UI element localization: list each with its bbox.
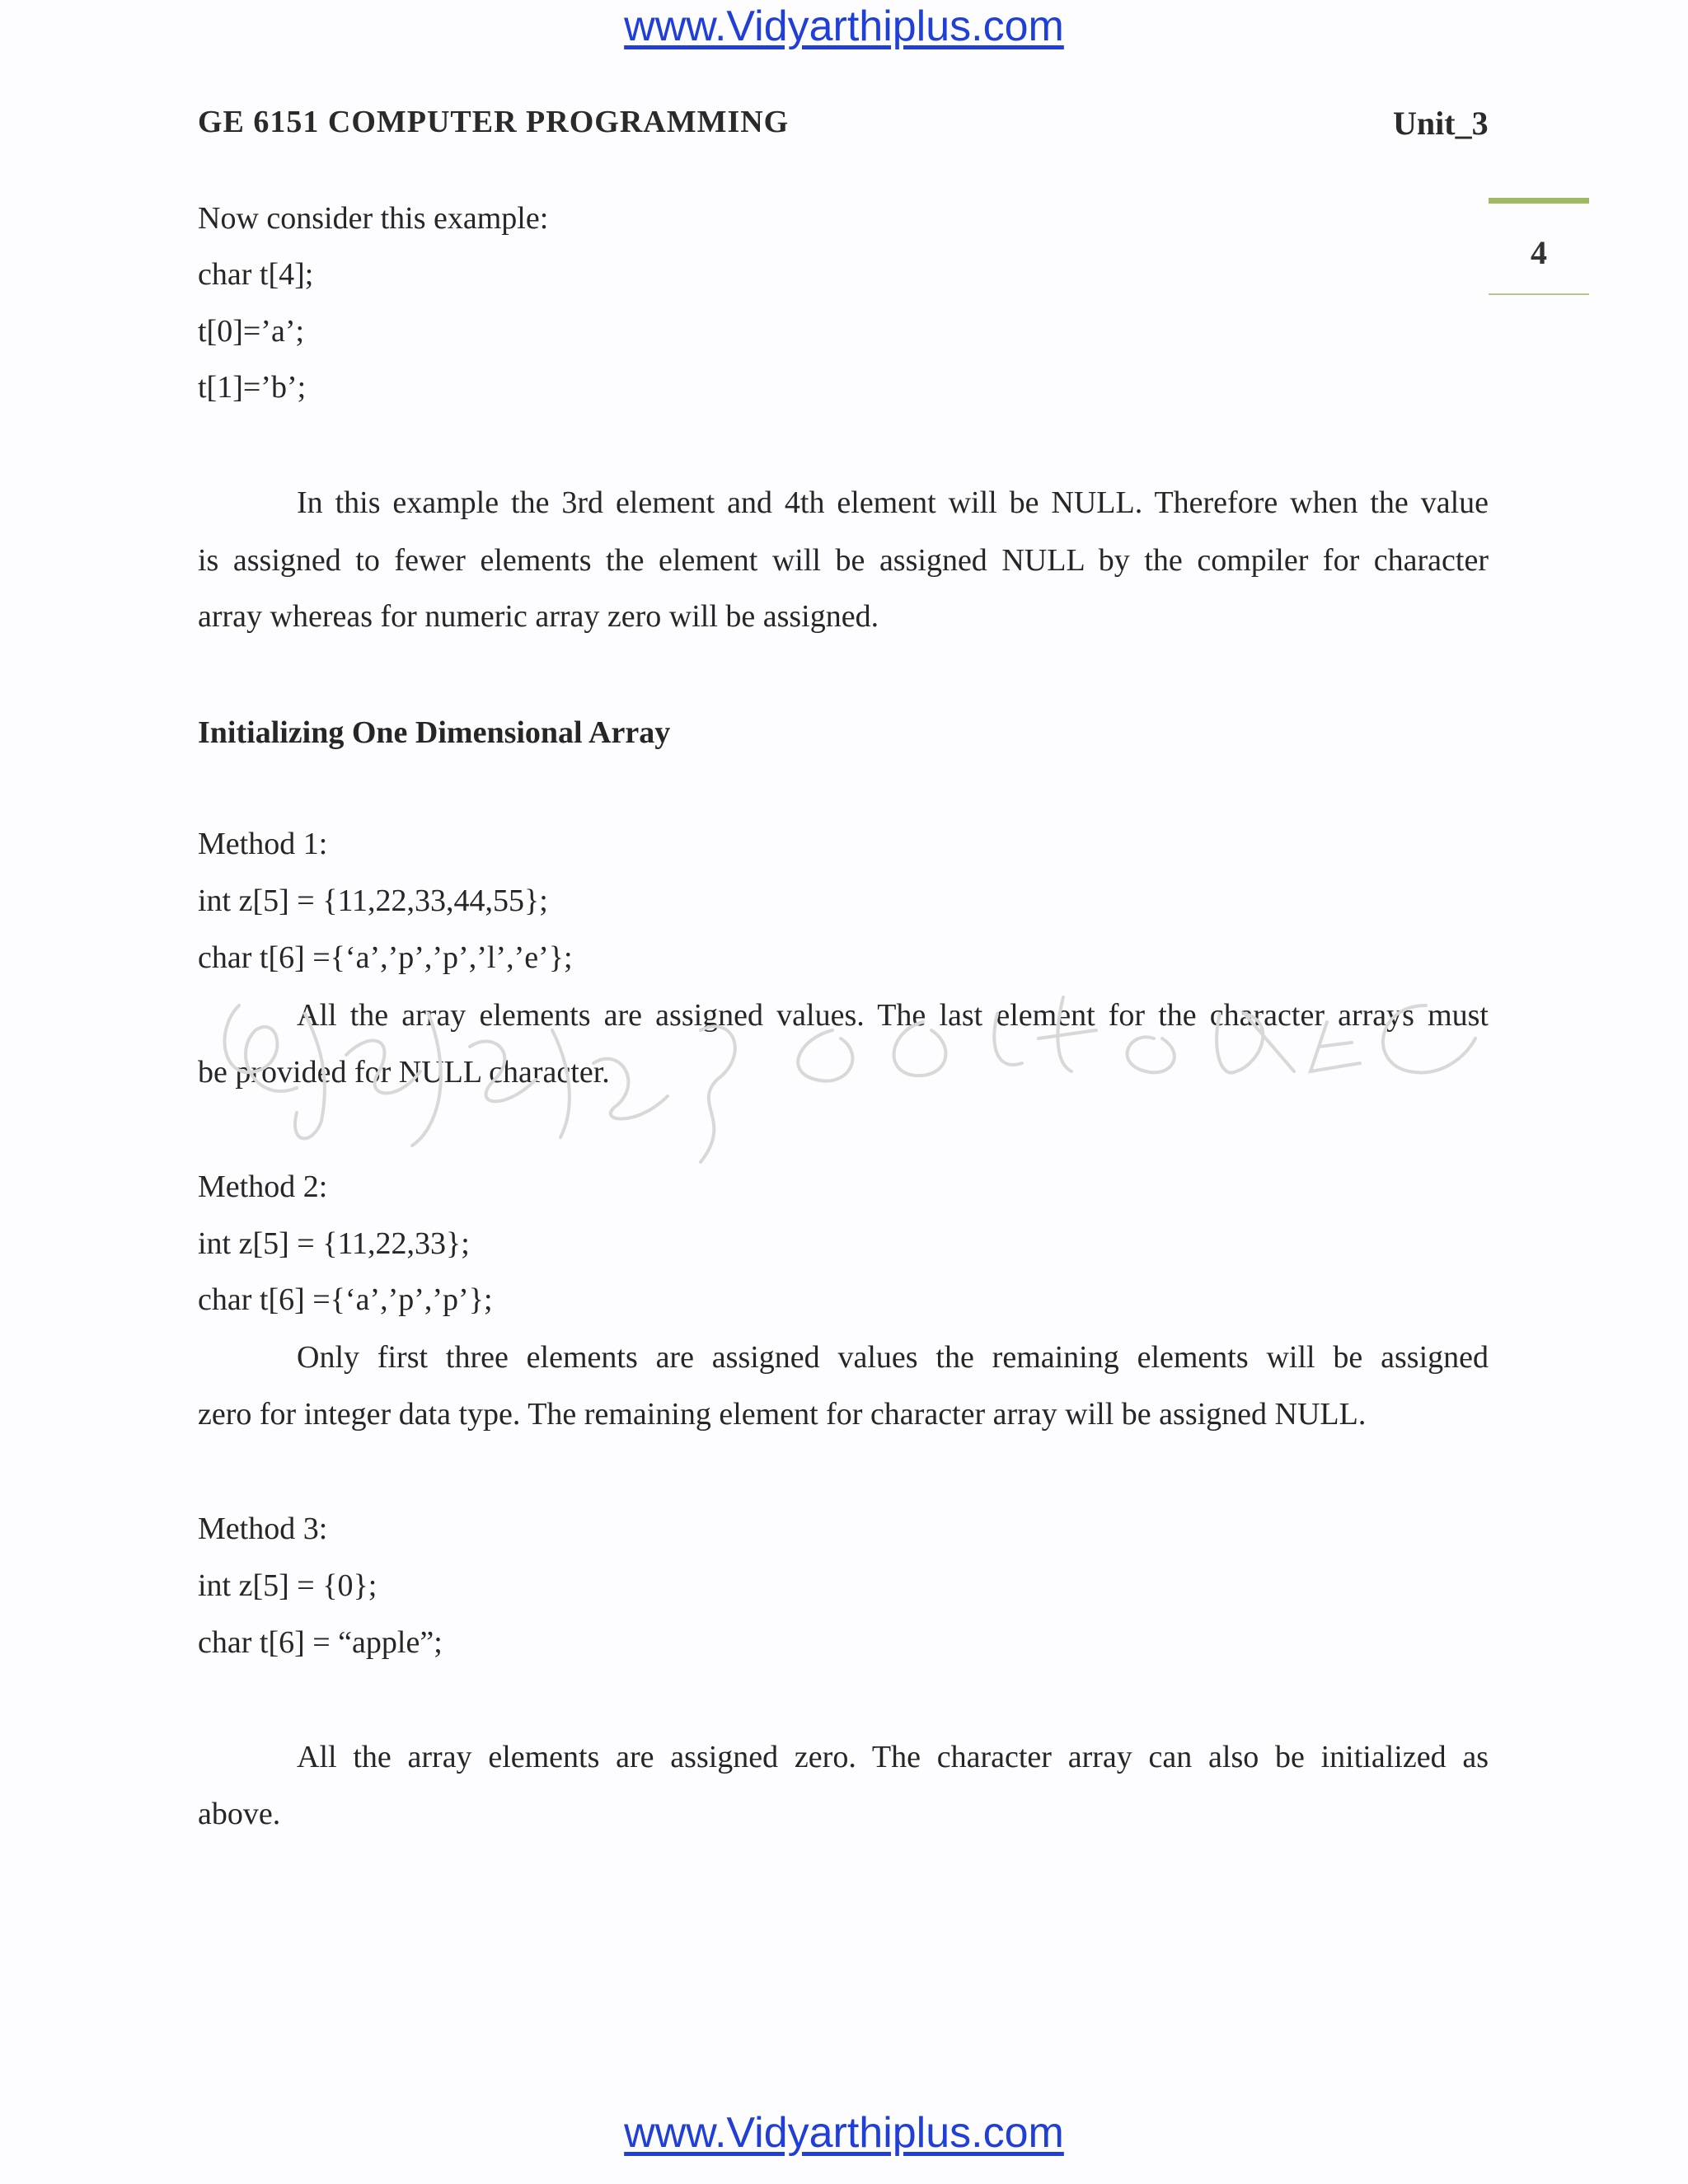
- paragraph-line: In this example the 3rd element and 4th element will be NULL. Therefore when the value: [297, 485, 1489, 520]
- paragraph-line: above.: [198, 1797, 281, 1831]
- code-line: t[0]=’a’;: [198, 314, 305, 349]
- course-title: GE 6151 COMPUTER PROGRAMMING: [198, 105, 790, 139]
- code-line: char t[4];: [198, 257, 314, 292]
- code-line: int z[5] = {0};: [198, 1568, 377, 1603]
- section-heading: Initializing One Dimensional Array: [198, 715, 671, 750]
- code-line: char t[6] ={‘a’,’p’,’p’};: [198, 1282, 493, 1317]
- method-label: Method 3:: [198, 1511, 328, 1546]
- method-label: Method 2:: [198, 1169, 328, 1204]
- site-link-top[interactable]: www.Vidyarthiplus.com: [624, 2, 1064, 50]
- method-label: Method 1:: [198, 827, 328, 861]
- paragraph-line: All the array elements are assigned values. The last element for the character arrays must: [297, 998, 1489, 1033]
- code-line: int z[5] = {11,22,33,44,55};: [198, 883, 548, 918]
- unit-label: Unit_3: [1393, 105, 1489, 142]
- code-line: int z[5] = {11,22,33};: [198, 1226, 470, 1261]
- paragraph-line: All the array elements are assigned zero. The character array can also be initialized as: [297, 1740, 1489, 1774]
- code-line: t[1]=’b’;: [198, 370, 307, 405]
- example-intro: Now consider this example:: [198, 201, 549, 236]
- code-line: char t[6] ={‘a’,’p’,’p’,’l’,’e’};: [198, 940, 573, 975]
- paragraph-line: is assigned to fewer elements the element will be assigned NULL by the compiler for character: [198, 543, 1489, 578]
- code-line: char t[6] = “apple”;: [198, 1625, 443, 1660]
- site-link-bottom[interactable]: www.Vidyarthiplus.com: [624, 2109, 1064, 2157]
- paragraph-line: be provided for NULL character.: [198, 1055, 610, 1090]
- paragraph-line: zero for integer data type. The remaining element for character array will be assigned NULL.: [198, 1397, 1367, 1432]
- page-number: 4: [1531, 234, 1547, 271]
- paragraph-line: Only first three elements are assigned values the remaining elements will be assigned: [297, 1340, 1489, 1375]
- page-number-box: [1489, 198, 1589, 295]
- paragraph-line: array whereas for numeric array zero will be assigned.: [198, 599, 879, 634]
